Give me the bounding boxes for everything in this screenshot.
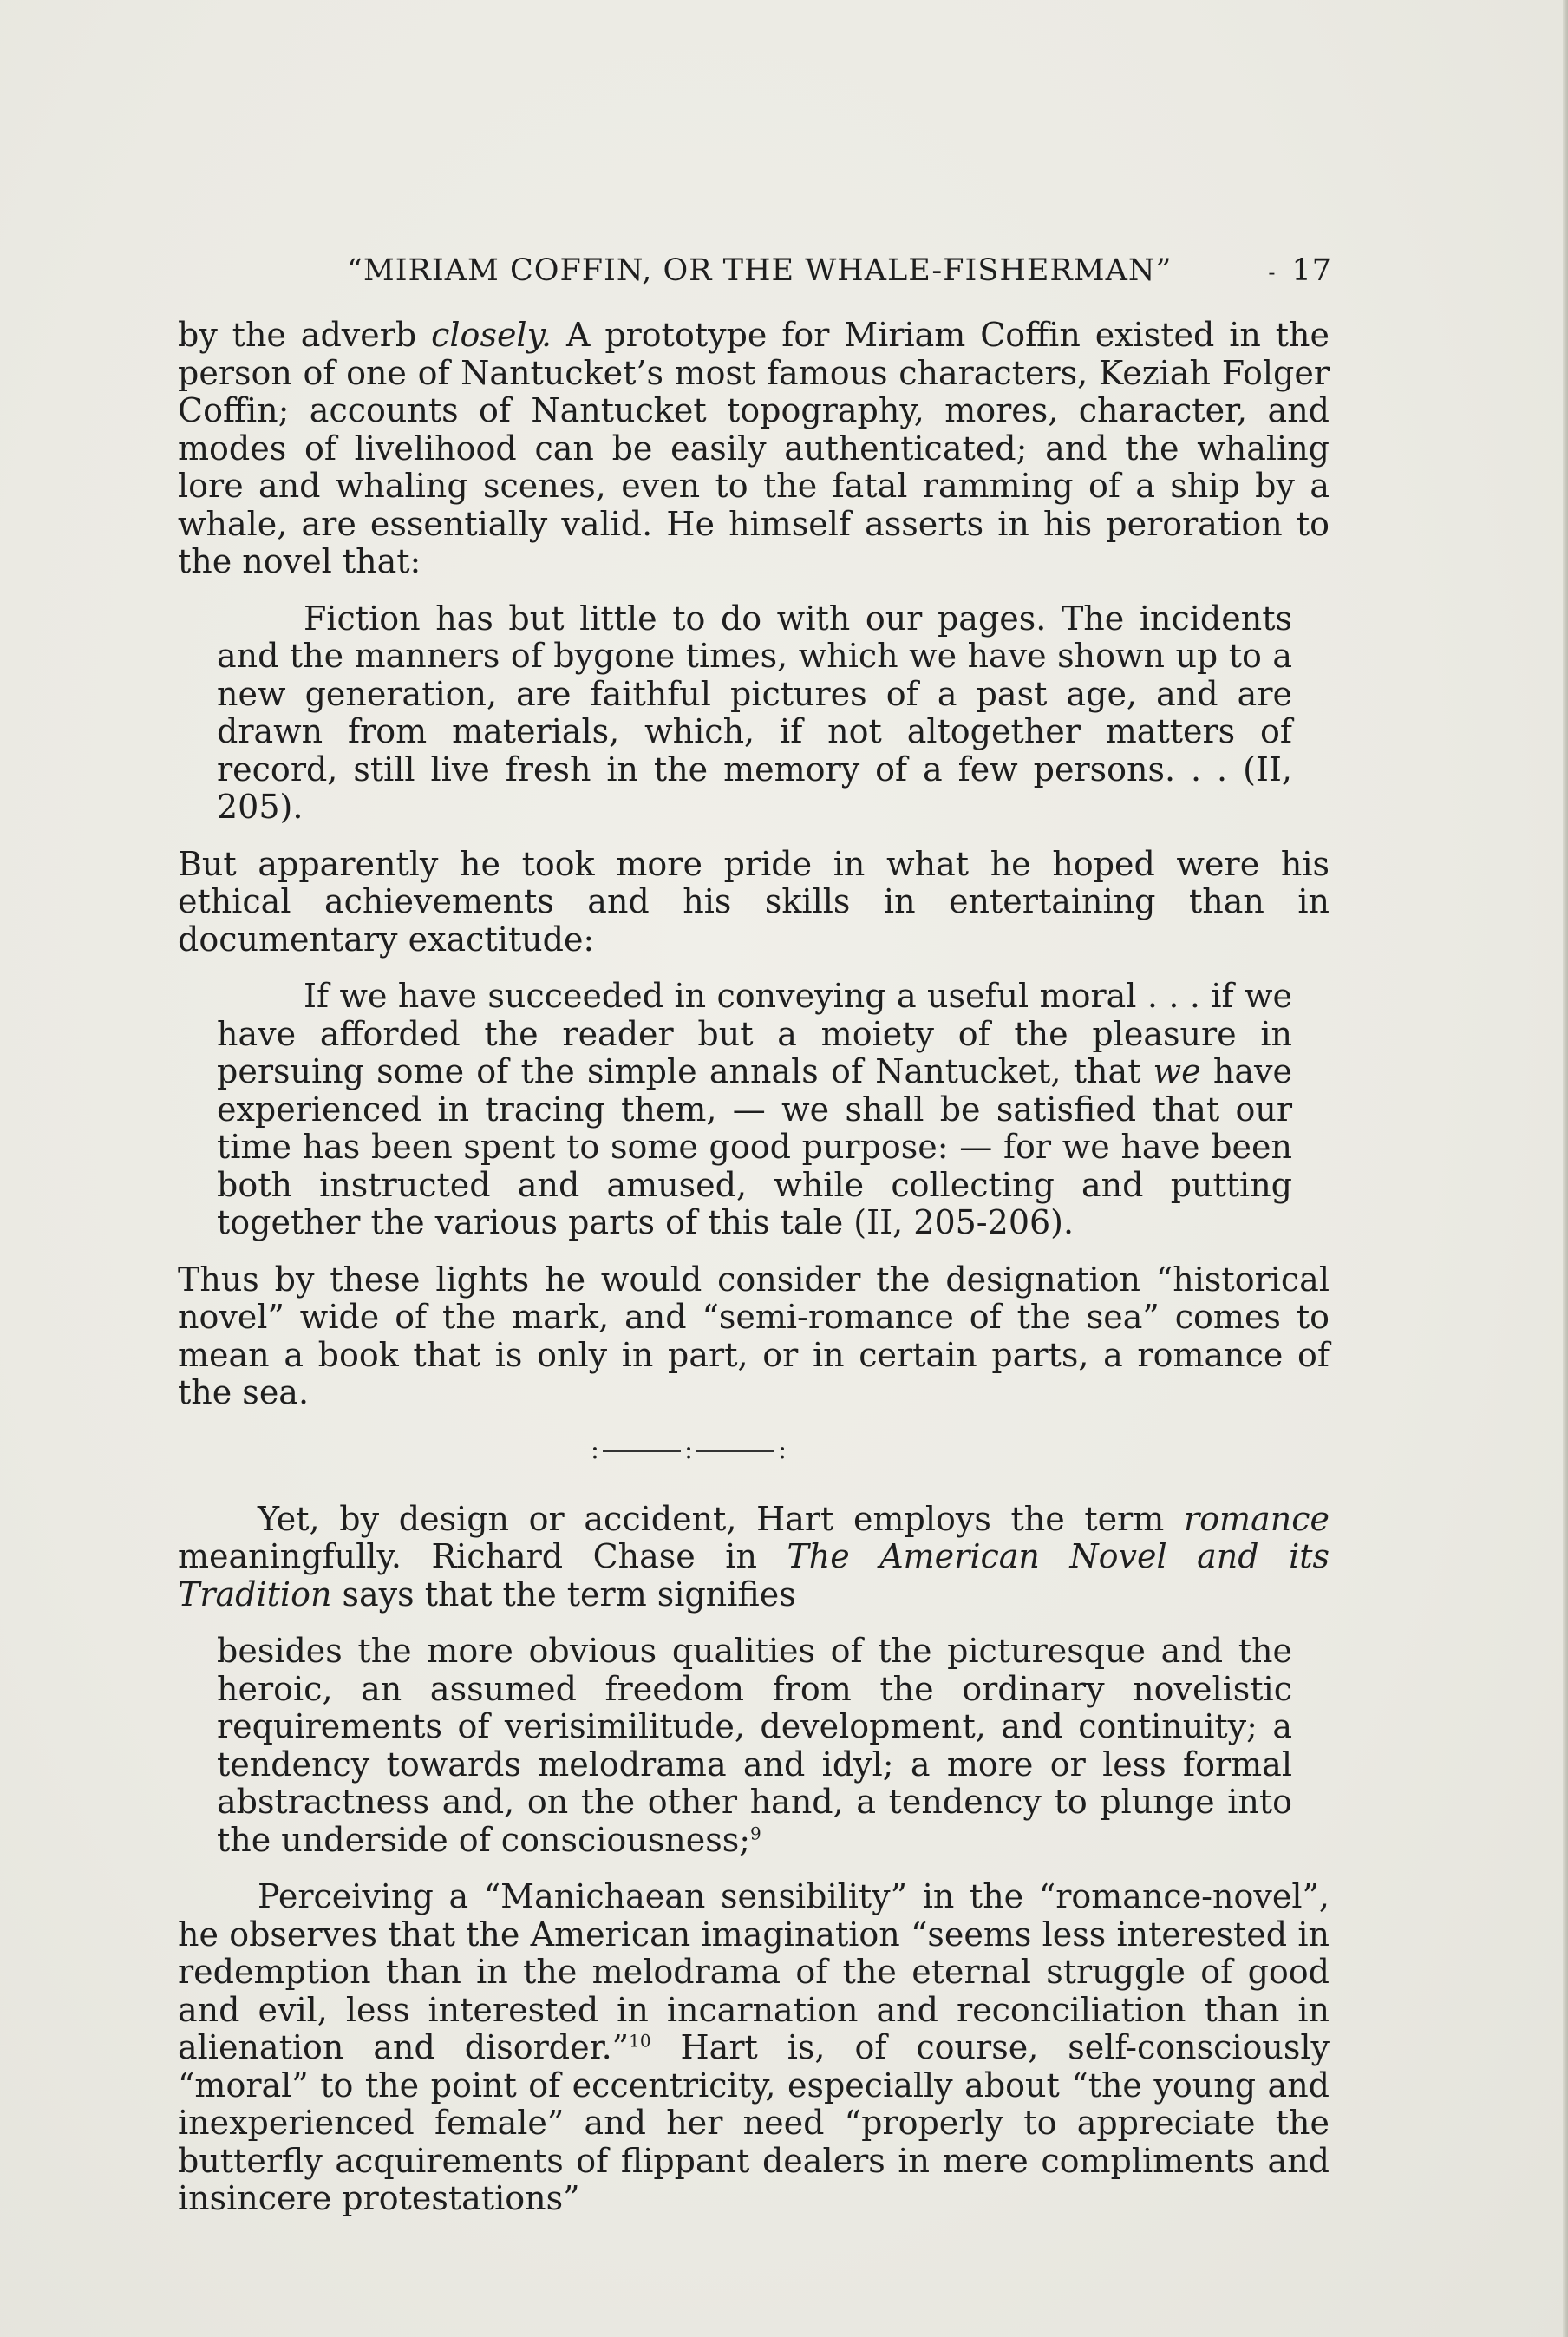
paragraph-4-text-b: meaningfully. Richard Chase in [178, 1537, 787, 1575]
running-head: “MIRIAM COFFIN, OR THE WHALE-FISHERMAN” [347, 253, 1173, 288]
paragraph-2: But apparently he took more pride in what he hoped were his ethical achievements and his skills in entertaining than in documentary exactitude: [178, 844, 1330, 959]
book-title: The American Novel and its Tradition [178, 1537, 1330, 1614]
paragraph-5-text-a: Perceiving a “Manichaean sensibility” in the “romance-novel”, he observes that the American imagination “seems less interested in redemption than in the melodrama of the eternal struggle of good and evil, less interested in incarnation and reconciliation than in alienation and disorder.” [178, 1877, 1330, 2066]
separator-colon: : [683, 1434, 694, 1465]
block-quote-3 [217, 1633, 1292, 1859]
paragraph-4 [178, 1501, 1330, 1614]
page-edge [1563, 0, 1568, 2337]
page-number: 17 [1291, 253, 1332, 288]
section-separator [178, 1431, 1330, 1466]
header-dash: - [1268, 259, 1277, 285]
body-text [178, 317, 1330, 2237]
paragraph-1 [178, 317, 1330, 581]
paragraph-1-italic: closely. [431, 316, 552, 354]
block-quote-2 [217, 978, 1292, 1242]
page-number-group [1268, 253, 1332, 288]
paragraph-4-italic-romance: romance [1184, 1499, 1330, 1538]
page-header [347, 253, 1332, 302]
block-quote-2-italic: we [1153, 1052, 1201, 1090]
paragraph-5-text-b: Hart is, of course, self-consciously “moral” to the point of eccentricity, especially about “the young and inexperienced female” and her need “properly to appreciate the butterfly acquirements of flippant dealers in mere compliments and insincere protestations” [178, 2028, 1330, 2217]
block-quote-1: Fiction has but little to do with our pages. The incidents and the manners of bygone times, which we have shown up to a new generation, are faithful pictures of a past age, and are drawn from materials, which, if not altogether matters of record, still live fresh in the memory of a few persons. . . (II, 205). [217, 599, 1292, 826]
separator-rule [696, 1450, 774, 1452]
footnote-marker: 9 [750, 1822, 761, 1843]
paragraph-1-text-b: A prototype for Miriam Coffin existed in the person of one of Nantucket’s most famous characters, Keziah Folger Coffin; accounts of Nantucket topography, mores, character, and modes of livelihood can be easily authenticated; and the whaling lore and whaling scenes, even to the fatal ramming of a ship by a whale, are essentially valid. He himself asserts in his peroration to the novel that: [178, 316, 1330, 580]
paragraph-4-text-a: Yet, by design or accident, Hart employs the term [258, 1499, 1185, 1538]
paragraph-1-text-a: by the adverb [178, 316, 432, 354]
paragraph-4-text-c: says that the term signifies [331, 1574, 796, 1614]
paragraph-5 [178, 1878, 1330, 2218]
block-quote-2-text-a: If we have succeeded in conveying a useful moral . . . if we have afforded the reader but a moiety of the pleasure in persuing some of the simple annals of Nantucket, that [217, 977, 1292, 1090]
block-quote-3-text: besides the more obvious qualities of the picturesque and the heroic, an assumed freedom from the ordinary novelistic requirements of verisimilitude, development, and continuity; a tendency towards melodrama and idyl; a more or less formal abstractness and, on the other hand, a tendency to plunge into the underside of consciousness; [217, 1632, 1292, 1859]
separator-rule [603, 1450, 681, 1452]
block-quote-2-text-b: have experienced in tracing them, — we shall be satisfied that our time has been spent to some good purpose: — for we have been both instructed and amused, while collecting and putting together the various parts of this tale (II, 205-206). [217, 1052, 1293, 1241]
paragraph-3: Thus by these lights he would consider the designation “historical novel” wide of the mark, and “semi-romance of the sea” comes to mean a book that is only in part, or in certain parts, a romance of the sea. [178, 1260, 1330, 1411]
separator-colon: : [590, 1434, 599, 1465]
footnote-marker: 10 [629, 2030, 651, 2052]
separator-colon: : [778, 1434, 787, 1465]
